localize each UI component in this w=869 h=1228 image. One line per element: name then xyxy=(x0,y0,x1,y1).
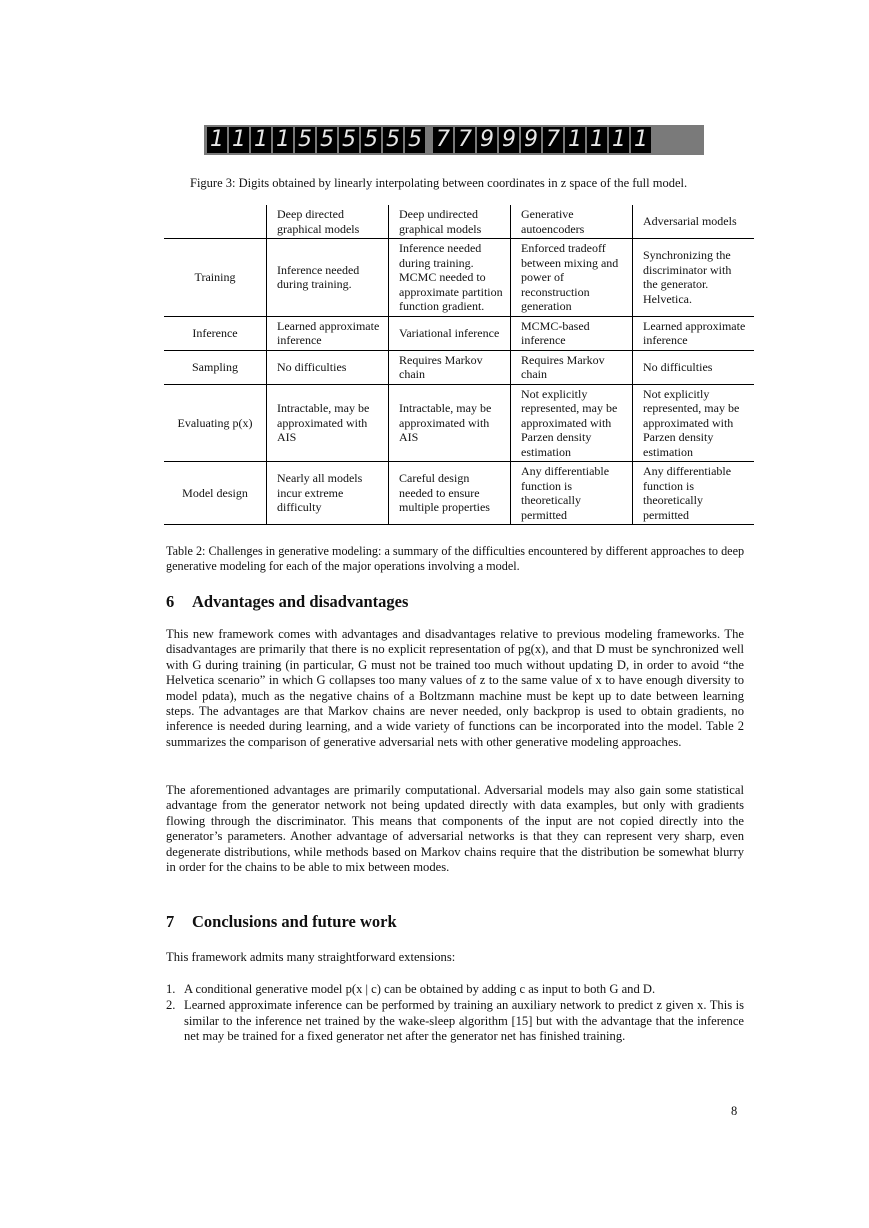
table-header-cell xyxy=(164,205,267,239)
row-label: Sampling xyxy=(164,350,267,384)
table-header-row xyxy=(164,205,754,239)
table-cell: Inference needed during training. xyxy=(267,239,389,317)
digit-tile: 1 xyxy=(631,127,651,153)
row-label: Evaluating p(x) xyxy=(164,384,267,462)
section-title: Conclusions and future work xyxy=(192,912,397,931)
table-row xyxy=(164,350,754,384)
digit-tile: 1 xyxy=(565,127,585,153)
digit-tile: 9 xyxy=(477,127,497,153)
digit-tile: 5 xyxy=(295,127,315,153)
table-cell: Learned approximate inference xyxy=(633,316,755,350)
digit-tile: 5 xyxy=(361,127,381,153)
paragraph: This framework admits many straightforward extensions: xyxy=(166,950,456,964)
table-cell: Enforced tradeoff between mixing and power of reconstruction generation xyxy=(511,239,633,317)
row-label: Training xyxy=(164,239,267,317)
digit-tile: 9 xyxy=(499,127,519,153)
figure-caption: Figure 3: Digits obtained by linearly interpolating between coordinates in z space of the full model. xyxy=(190,176,688,190)
digit-tile: 1 xyxy=(251,127,271,153)
digit-tile: 7 xyxy=(455,127,475,153)
table-cell: Careful design needed to ensure multiple properties xyxy=(389,462,511,525)
digit-tile: 9 xyxy=(521,127,541,153)
table-cell: No difficulties xyxy=(267,350,389,384)
table-cell: No difficulties xyxy=(633,350,755,384)
digit-group-2 xyxy=(433,127,651,153)
list-text: Learned approximate inference can be performed by training an auxiliary network to predict z given x. This is similar to the inference net trained by the wake-sleep algorithm [15] but with the advantage that the inference net may be trained for a fixed generator net after the generator net has finished training. xyxy=(184,998,744,1044)
list-number: 1. xyxy=(166,982,176,996)
list-text: A conditional generative model p(x | c) can be obtained by adding c as input to both G and D. xyxy=(184,982,656,996)
table-row xyxy=(164,384,754,462)
table-header-cell: Deep undirected graphical models xyxy=(389,205,511,239)
table-row xyxy=(164,462,754,525)
digit-tile: 7 xyxy=(543,127,563,153)
digit-tile: 1 xyxy=(273,127,293,153)
table-cell: Requires Markov chain xyxy=(511,350,633,384)
paragraph: This new framework comes with advantages and disadvantages relative to previous modeling frameworks. The disadvantages are primarily that there is no explicit representation of pg(x), and that D must be synchronized well with G during training (in particular, G must not be trained too much without updating D, in order to avoid “the Helvetica scenario” in which G collapses too many values of z to the same value of x to have enough diversity to model pdata), much as the negative chains of a Boltzmann machine must be kept up to date between learning steps. The advantages are that Markov chains are never needed, only backprop is used to obtain gradients, no inference is needed during learning, and a wide variety of functions can be incorporated into the model. Table 2 summarizes the comparison of generative adversarial nets with other generative modeling approaches. xyxy=(166,627,744,749)
digit-tile: 5 xyxy=(317,127,337,153)
table-cell: Any differentiable function is theoretically permitted xyxy=(511,462,633,525)
row-label: Model design xyxy=(164,462,267,525)
table-cell: Variational inference xyxy=(389,316,511,350)
section-heading xyxy=(166,912,397,932)
extension-list xyxy=(166,982,744,1046)
digit-tile: 1 xyxy=(207,127,227,153)
table-cell: Learned approximate inference xyxy=(267,316,389,350)
row-label: Inference xyxy=(164,316,267,350)
digit-tile: 5 xyxy=(405,127,425,153)
table-cell: Intractable, may be approximated with AIS xyxy=(389,384,511,462)
digit-tile: 1 xyxy=(587,127,607,153)
list-item xyxy=(166,982,744,997)
section-number: 7 xyxy=(166,912,175,931)
list-item xyxy=(166,998,744,1044)
section-heading xyxy=(166,592,408,612)
table-header-cell: Deep directed graphical models xyxy=(267,205,389,239)
table-cell: Any differentiable function is theoretically permitted xyxy=(633,462,755,525)
paragraph: The aforementioned advantages are primarily computational. Adversarial models may also gain some statistical advantage from the generator network not being updated directly with data examples, but only with gradients flowing through the discriminator. This means that components of the input are not copied directly into the generator’s parameters. Another advantage of adversarial networks is that they can represent very sharp, even degenerate distributions, while methods based on Markov chains require that the distribution be somewhat blurry in order for the chains to be able to mix between modes. xyxy=(166,783,744,875)
table-cell: Not explicitly represented, may be approximated with Parzen density estimation xyxy=(633,384,755,462)
table-cell: Requires Markov chain xyxy=(389,350,511,384)
table-cell: Not explicitly represented, may be approximated with Parzen density estimation xyxy=(511,384,633,462)
digit-tile: 1 xyxy=(609,127,629,153)
page-number: 8 xyxy=(731,1104,738,1118)
section-number: 6 xyxy=(166,592,175,611)
table-cell: Intractable, may be approximated with AIS xyxy=(267,384,389,462)
digit-tile: 1 xyxy=(229,127,249,153)
table-cell: Nearly all models incur extreme difficulty xyxy=(267,462,389,525)
digit-tile: 7 xyxy=(433,127,453,153)
table-header-cell: Adversarial models xyxy=(633,205,755,239)
digit-group-1 xyxy=(207,127,425,153)
table-header-cell: Generative autoencoders xyxy=(511,205,633,239)
digit-tile: 5 xyxy=(383,127,403,153)
table-cell: MCMC-based inference xyxy=(511,316,633,350)
digit-interpolation-figure xyxy=(204,125,704,155)
table-caption: Table 2: Challenges in generative modeling: a summary of the difficulties encountered by different approaches to deep generative modeling for each of the major operations involving a model. xyxy=(166,544,745,573)
table-cell: Synchronizing the discriminator with the generator. Helvetica. xyxy=(633,239,755,317)
digit-tile: 5 xyxy=(339,127,359,153)
section-title: Advantages and disadvantages xyxy=(192,592,409,611)
table-cell: Inference needed during training. MCMC needed to approximate partition function gradient. xyxy=(389,239,511,317)
comparison-table xyxy=(164,205,754,525)
table-row xyxy=(164,239,754,317)
list-number: 2. xyxy=(166,998,176,1013)
table-row xyxy=(164,316,754,350)
